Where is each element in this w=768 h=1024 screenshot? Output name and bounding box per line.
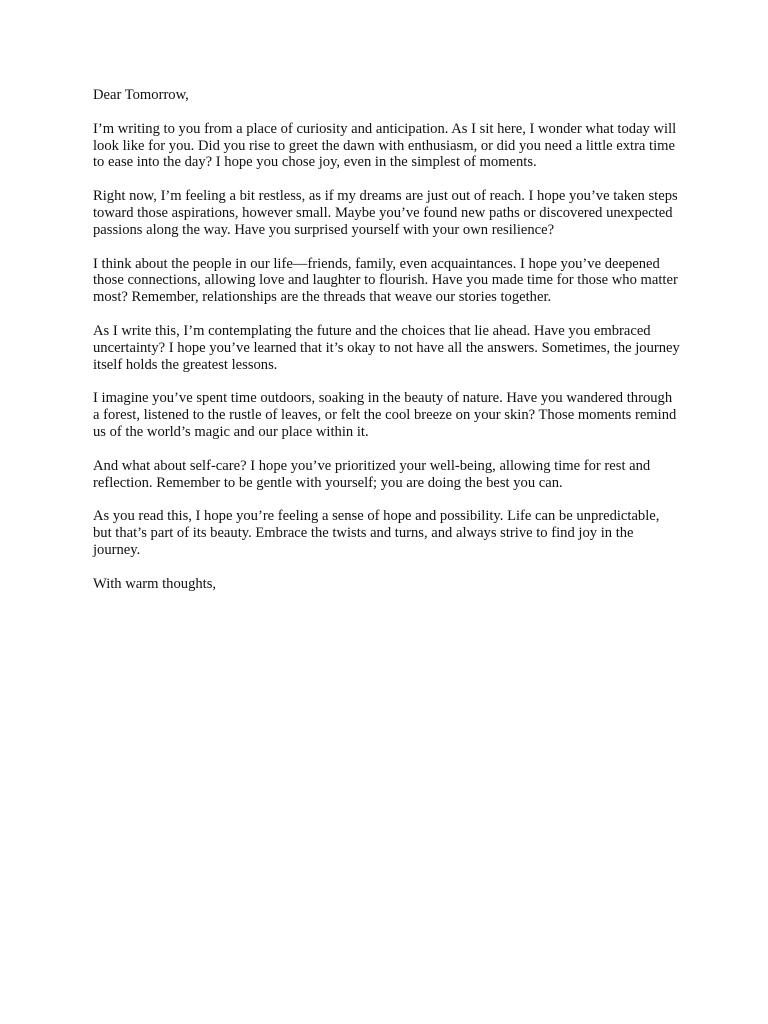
letter-closing: With warm thoughts, — [93, 575, 217, 592]
letter-paragraph: And what about self-care? I hope you’ve prioritized your well-being, allowing time for rest and reflection. Remember to be gentle with yourself; you are doing the best you can. — [93, 457, 651, 491]
letter-paragraph: I’m writing to you from a place of curiosity and anticipation. As I sit here, I wonder what today will look like for you. Did you rise to greet the dawn with enthusiasm, or did you need a little extra time to ease into the day? I hope you chose joy, even in the simplest of moments. — [93, 120, 677, 171]
letter-page — [93, 87, 681, 610]
letter-salutation: Dear Tomorrow, — [93, 87, 189, 103]
letter-paragraph: Right now, I’m feeling a bit restless, as if my dreams are just out of reach. I hope you’ve taken steps toward those aspirations, however small. Maybe you’ve found new paths or discovered unexpected passions along the way. Have you surprised yourself with your own resilience? — [93, 188, 678, 238]
letter-paragraph: I imagine you’ve spent time outdoors, soaking in the beauty of nature. Have you wandered through a forest, listened to the rustle of leaves, or felt the cool breeze on your skin? Those moments remind us of the world’s magic and our place within it. — [93, 390, 677, 440]
letter-paragraph: As you read this, I hope you’re feeling a sense of hope and possibility. Life can be unpredictable, but that’s part of its beauty. Embrace the twists and turns, and always strive to find joy in the journey. — [93, 508, 660, 558]
letter-paragraph: I think about the people in our life—friends, family, even acquaintances. I hope you’ve deepened those connections, allowing love and laughter to flourish. Have you made time for those who matter most? Remember, relationships are the threads that weave our stories together. — [93, 255, 678, 306]
letter-paragraph: As I write this, I’m contemplating the future and the choices that lie ahead. Have you embraced uncertainty? I hope you’ve learned that it’s okay to not have all the answers. Sometimes, the journey itself holds the greatest lessons. — [93, 322, 680, 373]
